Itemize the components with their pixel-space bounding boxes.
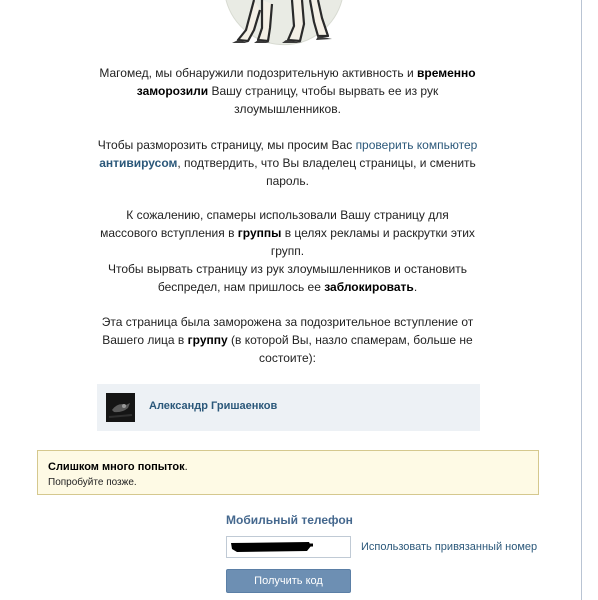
message-paragraph-1 [96,64,479,118]
message-text: Вашу страницу, чтобы вырвать ее из рук злоумышленников. [208,84,439,116]
antivirus-link[interactable]: антивирусом [99,156,178,170]
warning-title-end: . [184,461,188,473]
message-bold-text: группу [187,333,228,347]
message-bold-text: заблокировать [324,280,414,294]
message-paragraph-2 [96,136,479,190]
message-text: в целях рекламы и раскрутки этих групп. [270,226,475,258]
message-text: Магомед, мы обнаружили подозрительную активность и [99,66,418,80]
message-paragraph-3 [96,206,479,260]
check-computer-link[interactable]: проверить компьютер [355,138,478,152]
message-paragraph-4 [96,260,479,296]
illustration-image [218,0,350,50]
warning-title [48,461,188,473]
phone-label: Мобильный телефон [226,513,353,527]
group-name-link[interactable]: Александр Гришаенков [149,400,278,412]
message-text: К сожалению, спамеры использовали Вашу страницу для массового вступления в [100,208,449,240]
message-text: Эта страница была заморожена за подозрительное вступление от Вашего лица в [101,315,474,347]
message-bold-text: временно заморозили [136,66,476,98]
group-card [97,384,480,431]
message-paragraph-5 [96,313,479,367]
message-text: , подтвердить, что Вы владелец страницы, и сменить пароль. [177,156,476,188]
use-linked-number-link[interactable]: Использовать привязанный номер [361,541,538,553]
message-text: Чтобы разморозить страницу, мы просим Вас [97,138,356,152]
phone-input[interactable] [226,536,351,558]
group-avatar[interactable] [106,393,135,422]
message-bold-text: группы [237,226,282,240]
content-right-border [581,0,582,600]
message-text: . [413,280,418,294]
group-avatar-image [106,393,135,422]
message-text: Чтобы вырвать страницу из рук злоумышленников и остановить беспредел, нам пришлось ее [108,262,467,294]
warning-text: Попробуйте позже. [48,477,137,488]
get-code-button[interactable]: Получить код [226,569,351,593]
warning-title-bold: Слишком много попыток [48,461,185,473]
message-text: (в которой Вы, назло спамерам, больше не состоите): [227,333,473,365]
too-many-attempts-warning [37,450,539,495]
